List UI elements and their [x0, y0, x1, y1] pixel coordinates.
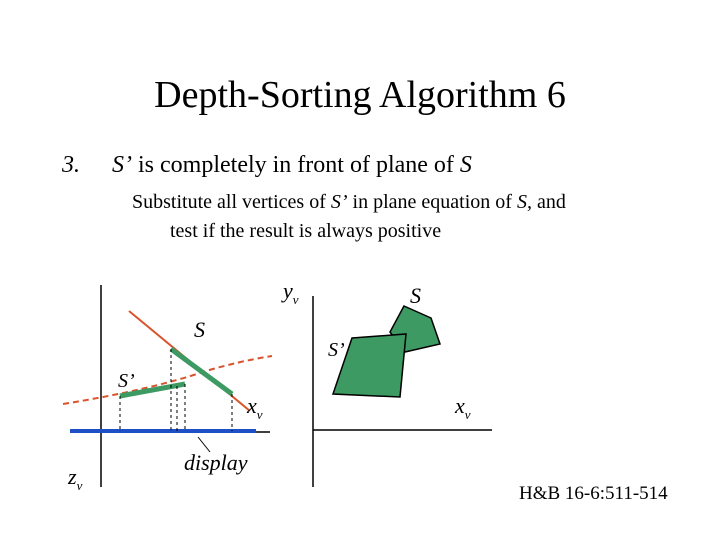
label-display: display — [184, 450, 248, 475]
point-middle-text: is completely in front of plane of — [132, 152, 460, 178]
side-view-diagram — [63, 285, 272, 493]
sub-part3: and — [531, 191, 566, 213]
label-s-prime-left: S’ — [118, 370, 135, 392]
label-s-right: S — [410, 283, 421, 308]
label-s-left: S — [194, 317, 205, 342]
plane-of-s-prime-dashed — [63, 356, 272, 404]
citation: H&B 16-6:511-514 — [519, 483, 668, 504]
sub-part2: in plane equation of — [347, 191, 517, 213]
label-s-prime-right: S’ — [328, 339, 345, 361]
sub-line2: test if the result is always positive — [170, 220, 442, 242]
label-x-left: $x_v$ — [247, 393, 263, 422]
point-s: S — [459, 152, 472, 178]
front-view-diagram — [281, 278, 492, 487]
label-x-right: $x_v$ — [455, 393, 471, 422]
slide-title: Depth-Sorting Algorithm 6 — [154, 74, 566, 116]
sub-s: S, — [516, 191, 532, 213]
sub-part1: Substitute all vertices of — [132, 191, 331, 213]
sub-s-prime: S’ — [330, 191, 348, 213]
point-s-prime: S’ — [112, 152, 132, 178]
label-z: $z_v$ — [68, 464, 83, 493]
point-number: 3. — [62, 152, 80, 178]
label-y: $y_v$ — [283, 278, 299, 307]
